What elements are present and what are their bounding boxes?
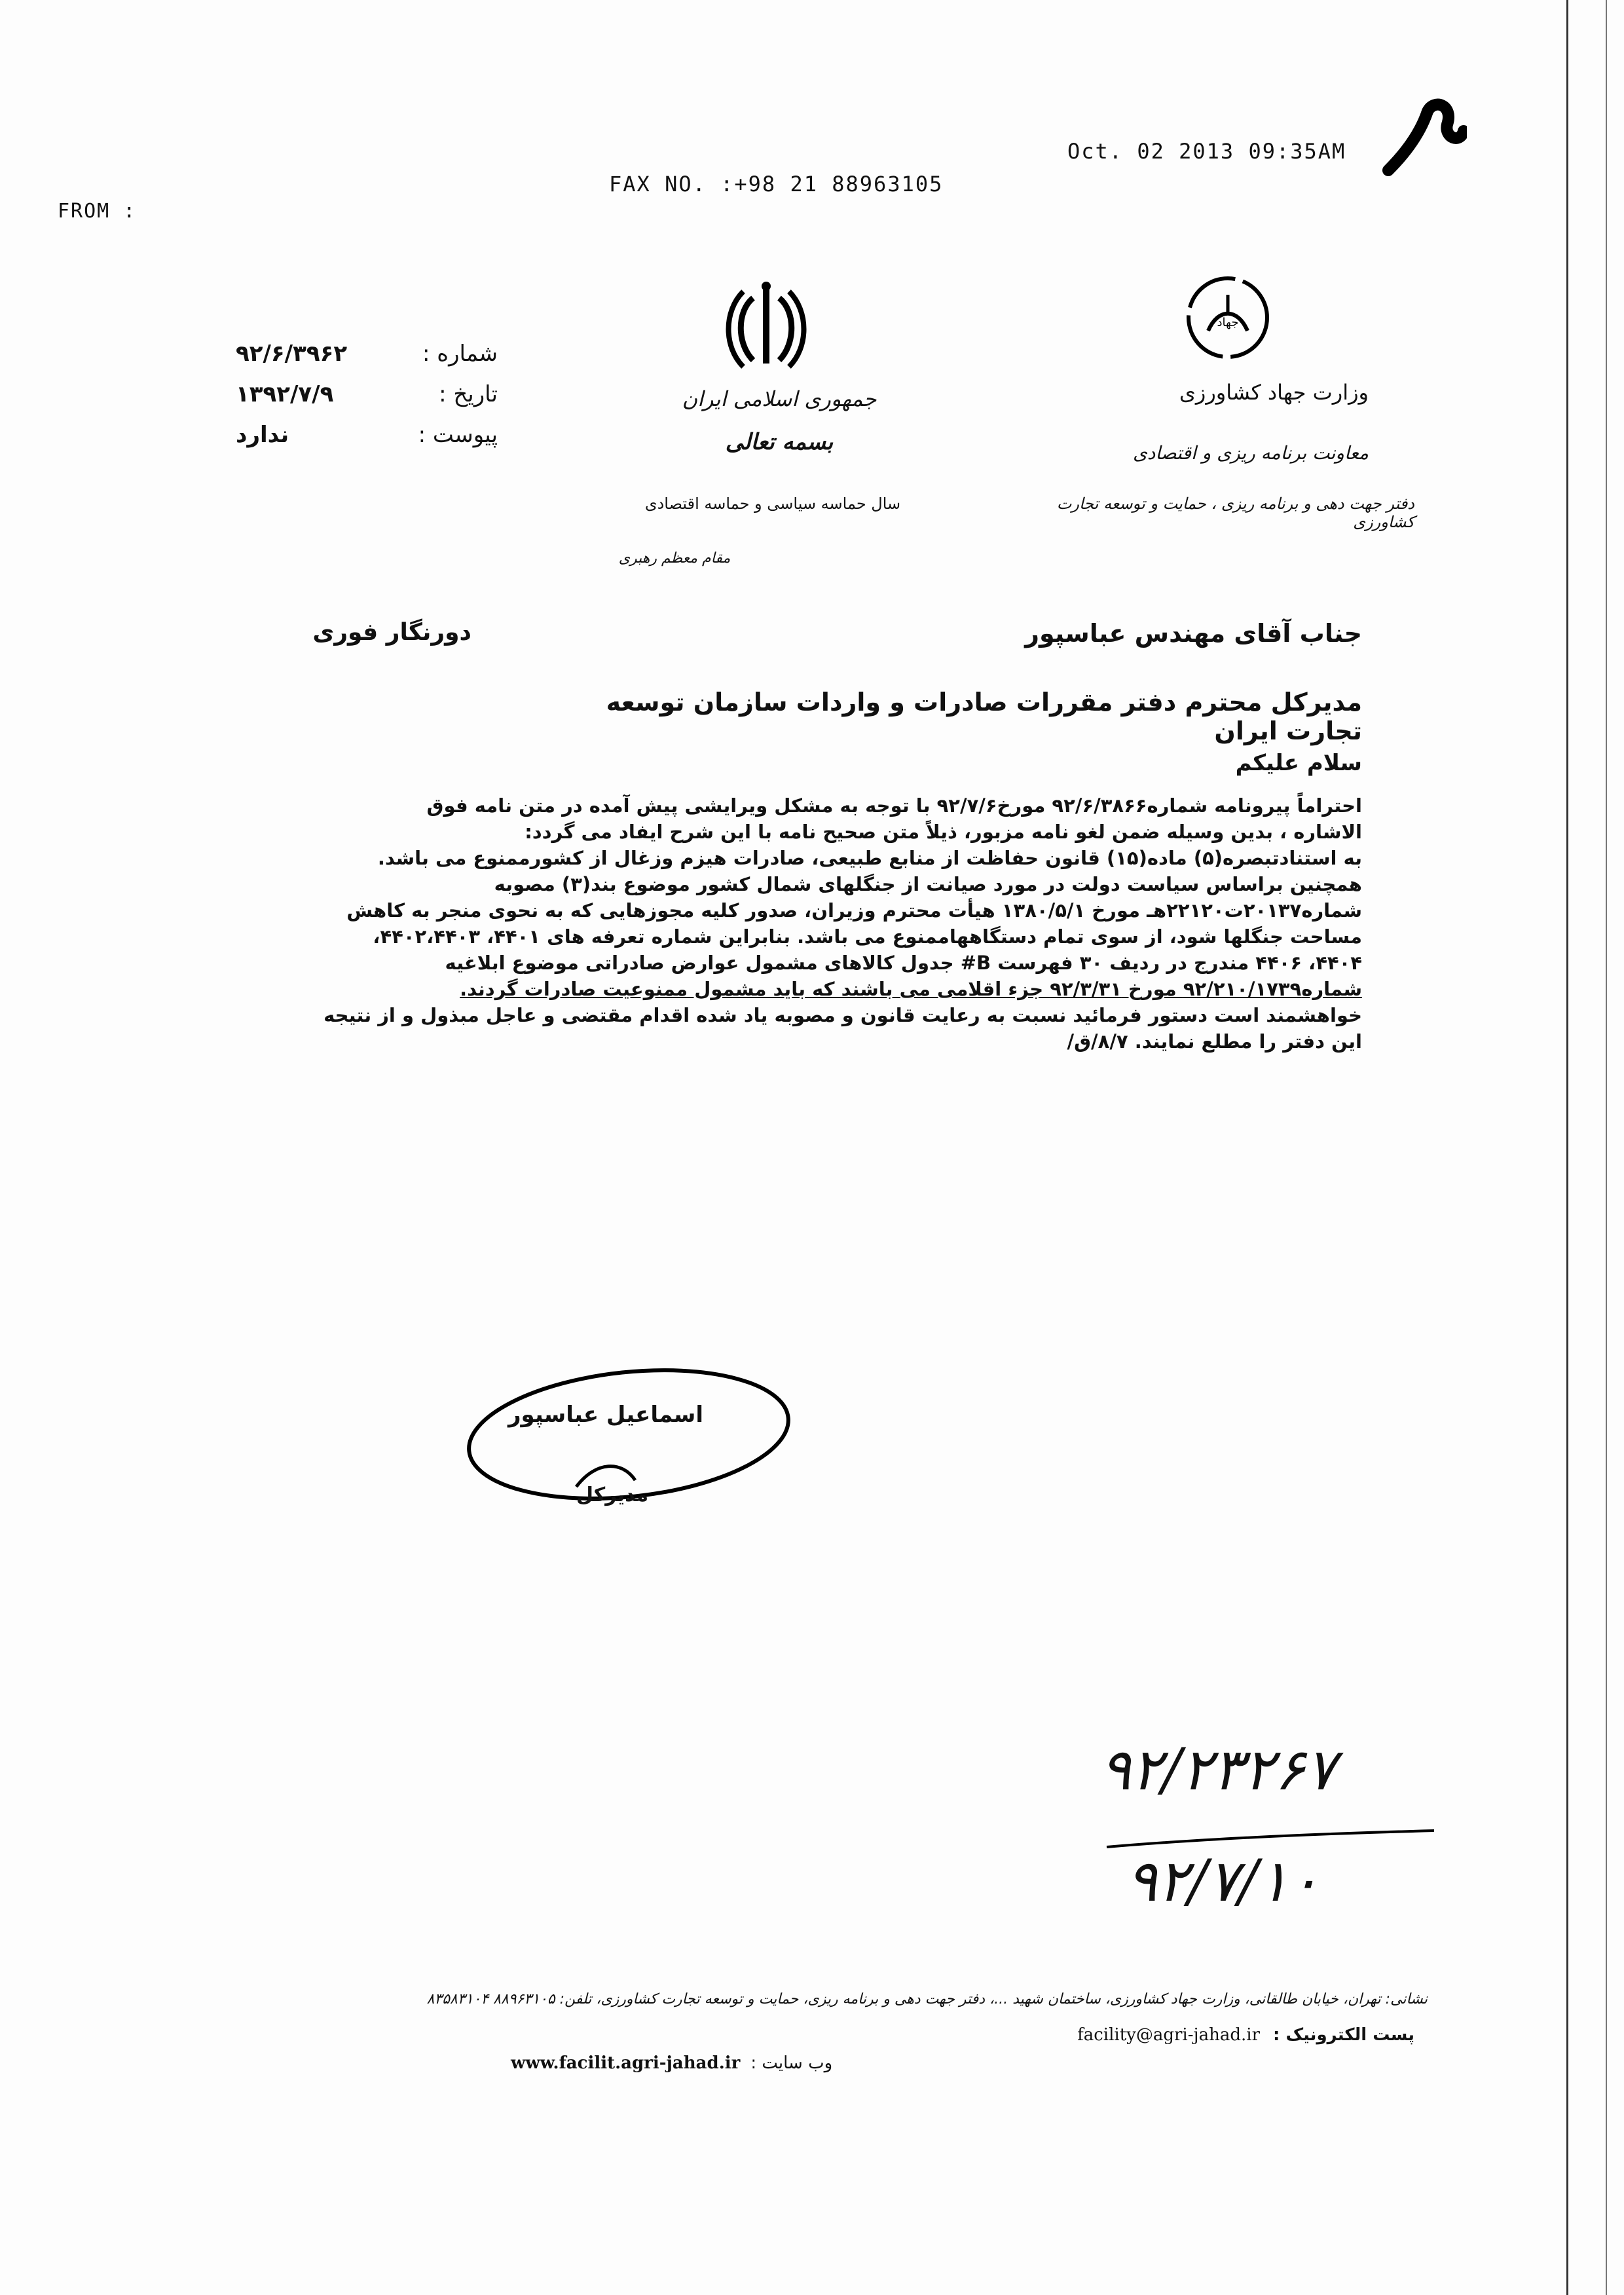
body-line: احتراماً پیرونامه شماره۹۲/۶/۳۸۶۶ مورخ۹۲/۷/۶ با توجه به مشکل ویرایشی پیش آمده در متن نامه فوق: [426, 794, 1362, 817]
center-header-line2: بسمه تعالی: [725, 429, 834, 455]
body-line: به استنادتبصره(۵) ماده(۱۵) قانون حفاظت از منابع طبیعی، صادرات هیزم وزغال از کشورممنوع می باشد.: [377, 847, 1362, 869]
footer-website-label: وب سایت :: [750, 2053, 833, 2073]
handwritten-reg-date: ۹۲/۷/۱۰: [1126, 1847, 1320, 1914]
body-line: ۴۴۰۴، ۴۴۰۶ مندرج در ردیف ۳۰ فهرست B# جدول کالاهای مشمول عوارض صادراتی موضوع ابلاغیه: [445, 952, 1362, 974]
body-line: خواهشمند است دستور فرمائید نسبت به رعایت قانون و مصوبه یاد شده اقدام مقتضی و عاجل مبذول و از نتیجه: [323, 1004, 1362, 1026]
fax-timestamp: Oct. 02 2013 09:35AM: [1067, 139, 1346, 164]
meta-date-label: تاریخ :: [439, 381, 498, 407]
svg-text:جهاد: جهاد: [1217, 316, 1239, 329]
greeting: سلام علیکم: [1235, 750, 1362, 776]
page-edge-line: [1566, 0, 1568, 2295]
signatory-name: اسماعیل عباسپور: [507, 1402, 703, 1428]
footer-address: نشانی: تهران، خیابان طالقانی، وزارت جهاد کشاورزی، ساختمان شهید ...، دفتر جهت دهی و برنامه ریزی، حمایت و توسعه تجارت کشاورزی، تلفن: ۸۸۹۶۳۱۰۵ ۸۳۵۸۳۱۰۴: [426, 1991, 1428, 2007]
center-header-line4: مقام معظم رهبری: [618, 550, 731, 567]
letter-body: [262, 793, 1362, 1054]
meta-attachment-value: ندارد: [236, 422, 289, 448]
footer-email: facility@agri-jahad.ir: [1077, 2025, 1260, 2045]
fax-number: FAX NO. :+98 21 88963105: [609, 172, 944, 196]
pen-mark: [1382, 92, 1467, 183]
body-line: الاشاره ، بدین وسیله ضمن لغو نامه مزبور، ذیلاً متن صحیح نامه با این شرح ایفاد می گردد:: [525, 821, 1362, 843]
body-line: شماره۲۰۱۳۷ت۲۲۱۲۰هـ مورخ ۱۳۸۰/۵/۱ هیأت محترم وزیران، صدور کلیه مجوزهایی که به نحوی منجر به کاهش: [346, 899, 1362, 922]
right-header-line1: وزارت جهاد کشاورزی: [1179, 380, 1369, 405]
meta-number-value: ۹۲/۶/۳۹۶۲: [236, 341, 348, 367]
urgent-fax-label: دورنگار فوری: [312, 619, 471, 646]
meta-block: [236, 341, 498, 462]
body-line: شماره۹۲/۲۱۰/۱۷۳۹ مورخ ۹۲/۳/۳۱ جزء اقلامی می باشند که باید مشمول ممنوعیت صادرات گردند.: [460, 978, 1362, 1000]
meta-number-label: شماره :: [422, 341, 498, 367]
footer-contact-row: [511, 2025, 1414, 2045]
handwritten-reg-number: ۹۲/۲۳۲۶۷: [1100, 1736, 1337, 1803]
meta-attachment-label: پیوست :: [418, 422, 498, 448]
center-header-line3: سال حماسه سیاسی و حماسه اقتصادی: [644, 494, 901, 513]
recipient-title: مدیرکل محترم دفتر مقررات صادرات و واردات سازمان توسعه تجارت ایران: [606, 688, 1362, 745]
recipient-name: جناب آقای مهندس عباسپور: [1025, 619, 1362, 648]
center-header-line1: جمهوری اسلامی ایران: [682, 386, 877, 411]
right-header-line2: معاونت برنامه ریزی و اقتصادی: [1132, 442, 1369, 464]
signatory-title: مدیرکل: [576, 1483, 649, 1506]
jahad-logo-icon: [1179, 269, 1277, 367]
body-line: این دفتر را مطلع نمایند. ۸/۷/ق/: [1067, 1030, 1362, 1053]
body-line: مساحت جنگلها شود، از سوی تمام دستگاههاممنوع می باشد. بنابراین شماره تعرفه های ۴۴۰۱، ۴۴۰۲،۴۴۰۳،: [373, 925, 1362, 948]
right-header-line3: دفتر جهت دهی و برنامه ریزی ، حمایت و توسعه تجارت کشاورزی: [1056, 494, 1414, 531]
fax-from-label: FROM :: [58, 200, 137, 223]
page-edge-line-outer: [1606, 0, 1607, 2295]
footer-website-row: [511, 2053, 917, 2073]
footer-website: www.facilit.agri-jahad.ir: [511, 2053, 741, 2073]
iran-emblem-icon: [724, 278, 809, 370]
body-line: همچنین براساس سیاست دولت در مورد صیانت از جنگلهای شمال کشور موضوع بند(۳) مصوبه: [494, 873, 1362, 895]
footer-email-label: پست الکترونیک :: [1273, 2025, 1414, 2045]
meta-date-value: ۱۳۹۲/۷/۹: [236, 381, 334, 407]
